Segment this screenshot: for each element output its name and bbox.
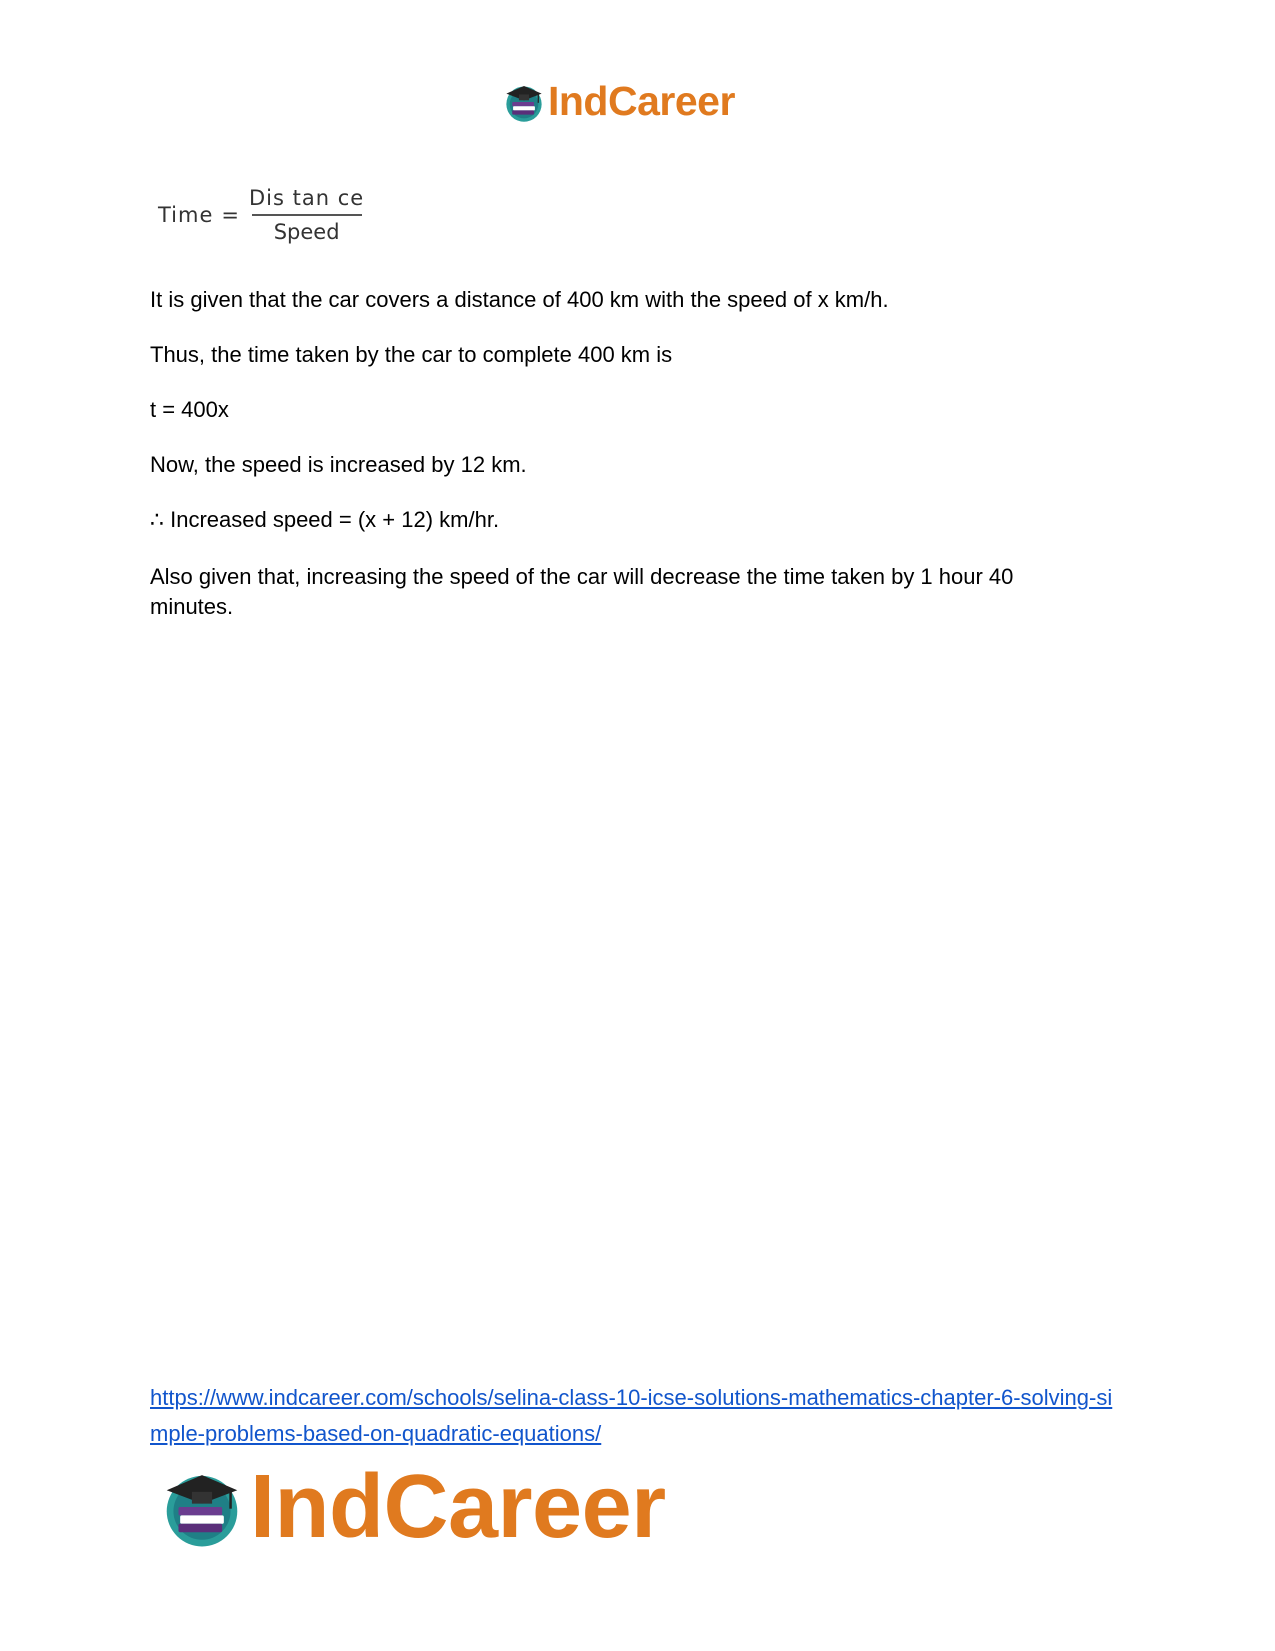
paragraph-given: It is given that the car covers a distance of 400 km with the speed of x km/h.: [150, 287, 889, 312]
formula-denominator: Speed: [273, 220, 340, 244]
paragraph-time-taken: Thus, the time taken by the car to complete 400 km is: [150, 342, 673, 367]
footer-logo: [160, 1457, 666, 1557]
brand-name: IndCareer: [548, 78, 735, 124]
graduation-book-icon: [160, 1465, 244, 1549]
formula-equals: =: [221, 203, 240, 227]
formula-lhs: Time: [158, 203, 214, 227]
formula-fraction: [247, 186, 366, 244]
time-formula: [158, 186, 366, 244]
paragraph-speed-increase: Now, the speed is increased by 12 km.: [150, 452, 527, 477]
paragraph-increased-speed: ∴ Increased speed = (x + 12) km/hr.: [150, 507, 500, 532]
source-link[interactable]: https://www.indcareer.com/schools/selina-class-10-icse-solutions-mathematics-chapter-6-solving-simple-problems-based-on-quadratic-equations/: [150, 1385, 1113, 1446]
paragraph-equation: t = 400x: [150, 397, 229, 422]
formula-numerator: Dis tan ce: [249, 186, 365, 210]
graduation-book-icon: [503, 81, 545, 123]
brand-name-footer: IndCareer: [250, 1457, 666, 1557]
header-logo: [503, 78, 735, 125]
paragraph-time-decrease: Also given that, increasing the speed of the car will decrease the time taken by 1 hour 40 minutes.: [150, 564, 1014, 619]
